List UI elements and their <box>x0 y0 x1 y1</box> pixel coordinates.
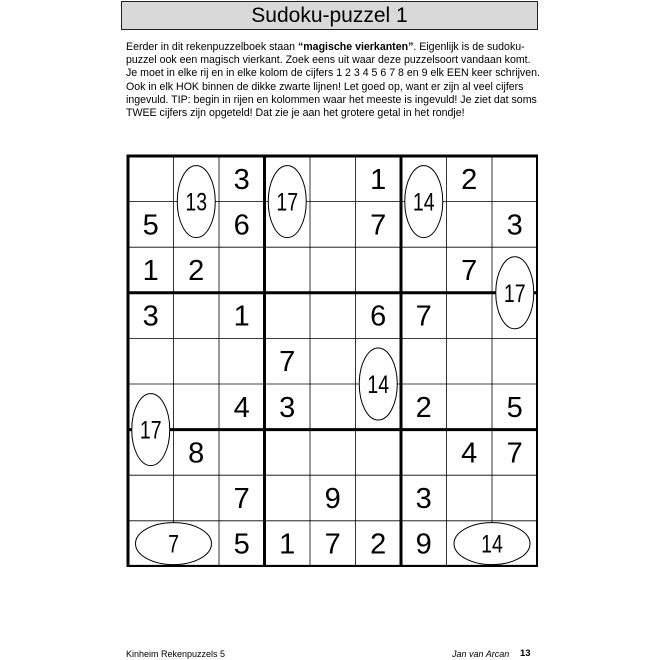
given-digit: 2 <box>188 255 205 287</box>
sum-value: 14 <box>367 370 390 399</box>
given-digit: 2 <box>370 528 387 561</box>
page-title: Sudoku-puzzel 1 <box>121 1 538 30</box>
sum-value: 13 <box>185 188 208 217</box>
footer-author: Jan van Arcan <box>452 649 510 659</box>
given-digit: 3 <box>415 483 432 515</box>
intro-paragraph-1 <box>126 41 541 67</box>
given-digit: 7 <box>233 483 250 515</box>
given-digit: 7 <box>461 255 478 287</box>
given-digit: 1 <box>142 255 159 287</box>
given-digit: 3 <box>279 391 296 424</box>
sum-value: 14 <box>412 188 435 217</box>
sum-value: 17 <box>276 188 299 217</box>
intro-p1-bold: “magische vierkanten” <box>297 41 414 53</box>
sudoku-board <box>126 154 538 567</box>
given-digit: 1 <box>370 163 387 196</box>
given-digit: 3 <box>233 163 250 196</box>
sum-value: 14 <box>481 530 503 559</box>
given-digit: 4 <box>461 437 478 470</box>
given-digit: 9 <box>324 483 341 515</box>
intro-paragraph-2: Je moet in elke rij en in elke kolom de cijfers 1 2 3 4 5 6 7 8 en 9 elk EEN keer schrijven. Ook in elk HOK binnen de dikke zwarte lijnen! Let goed op, want er zijn al veel cijfers ingevuld. TIP: begin in rijen en kolommen waar het meeste is ingevuld! Je ziet dat soms TWEE cijfers zijn opgeteld! Dat zie je aan het grotere getal in het rondje! <box>126 67 540 120</box>
given-digit: 5 <box>233 528 250 561</box>
given-digit: 2 <box>415 391 432 424</box>
sum-value: 17 <box>139 416 162 445</box>
intro-p1-end: . Eigenlijk is de sudoku-puzzel ook een magisch vierkant. Zoek eens uit waar deze puzzelsoort vandaan komt. <box>126 41 531 67</box>
given-digit: 5 <box>142 209 159 242</box>
footer-page-number: 13 <box>520 648 531 659</box>
given-digit: 6 <box>233 209 250 242</box>
given-digit: 3 <box>142 300 159 333</box>
given-digit: 7 <box>279 346 296 379</box>
sum-value: 17 <box>503 279 526 308</box>
given-digit: 2 <box>461 163 478 196</box>
given-digit: 1 <box>279 528 296 561</box>
given-digit: 7 <box>415 300 432 333</box>
footer-book-title: Kinheim Rekenpuzzels 5 <box>126 649 226 659</box>
given-digit: 5 <box>506 391 523 424</box>
given-digit: 1 <box>233 300 250 333</box>
given-digit: 6 <box>370 300 387 333</box>
intro-text <box>126 41 541 120</box>
intro-p1-start: Eerder in dit rekenpuzzelboek staan <box>126 41 298 53</box>
given-digit: 7 <box>324 528 341 561</box>
given-digit: 8 <box>188 437 205 470</box>
sudoku-grid <box>126 154 538 567</box>
given-digit: 3 <box>506 209 523 242</box>
given-digit: 4 <box>233 391 250 424</box>
sum-value: 7 <box>168 530 179 559</box>
given-digit: 7 <box>506 437 523 470</box>
given-digit: 9 <box>415 528 432 561</box>
given-digit: 7 <box>370 209 387 242</box>
